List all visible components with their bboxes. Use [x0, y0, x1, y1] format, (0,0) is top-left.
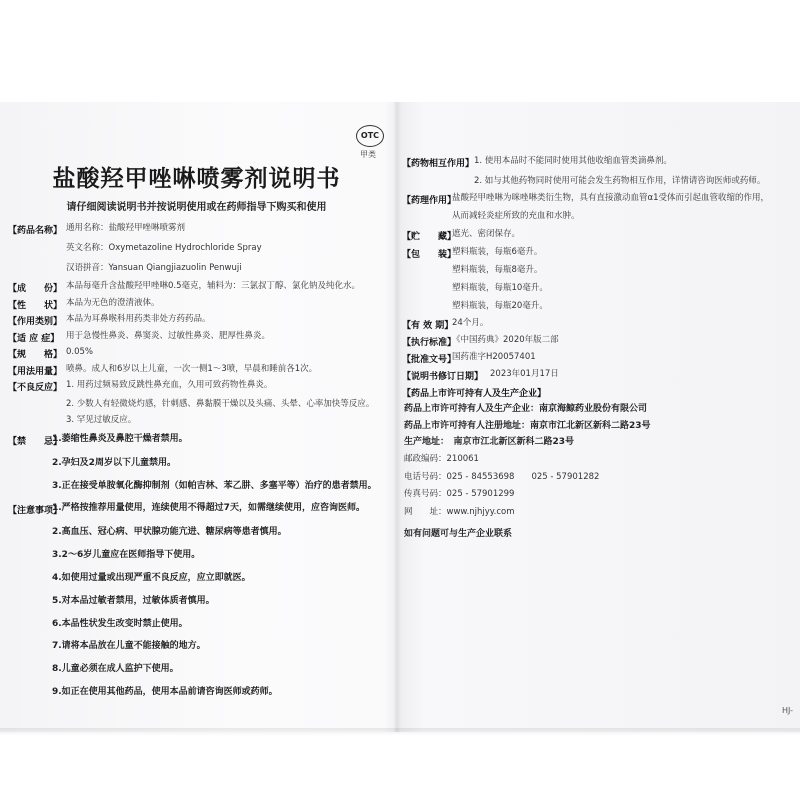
name-pinyin: 汉语拼音：Yansuan Qiangjiazuolin Penwuji: [66, 263, 242, 273]
document-subtitle: 请仔细阅读说明书并按说明使用或在药师指导下购买和使用: [66, 202, 327, 213]
interaction-item-2: 2. 如与其他药物同时使用可能会发生药物相互作用，详情请咨询医师或药师。: [474, 176, 766, 186]
spec-label: 【规 格】: [8, 350, 63, 360]
approval-label: 【批准文号】: [402, 355, 457, 365]
caution-item-8: 8.儿童必须在成人监护下使用。: [52, 664, 179, 674]
package-item-2: 塑料瓶装，每瓶8毫升。: [452, 265, 543, 275]
composition-text: 本品每毫升含盐酸羟甲唑啉0.5毫克，辅料为：三氯叔丁醇、氯化钠及纯化水。: [66, 281, 361, 291]
usage-label: 【用法用量】: [8, 367, 63, 377]
standard-text: 《中国药典》2020年版二部: [452, 335, 559, 345]
adverse-item-2: 2. 少数人有轻微烧灼感，针刺感、鼻黏膜干燥以及头痛、头晕、心率加快等反应。: [66, 399, 375, 409]
package-item-1: 塑料瓶装，每瓶6毫升。: [452, 247, 543, 257]
usage-text: 喷鼻。成人和6岁以上儿童，一次一侧1～3喷，早晨和睡前各1次。: [66, 364, 318, 374]
category-text: 本品为耳鼻喉科用药类非处方药药品。: [66, 314, 211, 324]
pharm-label: 【药理作用】: [402, 196, 457, 206]
caution-item-7: 7.请将本品放在儿童不能接触的地方。: [52, 641, 206, 651]
storage-text: 遮光、密闭保存。: [452, 229, 521, 239]
prod-address: 生产地址： 南京市江北新区新科二路23号: [404, 437, 575, 447]
caution-item-1: 1.严格按推荐用量使用，连续使用不得超过7天，如需继续使用，应咨询医师。: [52, 503, 365, 513]
postcode: 邮政编码：210061: [404, 454, 479, 464]
revision-label: 【说明书修订日期】: [402, 372, 484, 382]
pharm-line-1: 盐酸羟甲唑啉为咪唑啉类衍生物，具有直接激动血管α1受体而引起血管收缩的作用，: [452, 193, 770, 203]
name-generic: 通用名称：盐酸羟甲唑啉喷雾剂: [66, 223, 186, 233]
paper-shadow: [0, 728, 800, 736]
interaction-label: 【药物相互作用】: [402, 159, 475, 169]
contra-item-3: 3.正在接受单胺氧化酶抑制剂（如帕吉林、苯乙肼、多塞平等）治疗的患者禁用。: [52, 481, 377, 491]
package-item-4: 塑料瓶装，每瓶20毫升。: [452, 301, 548, 311]
caution-item-5: 5.对本品过敏者禁用，过敏体质者慎用。: [52, 596, 215, 606]
validity-label: 【有 效 期】: [402, 321, 454, 331]
standard-label: 【执行标准】: [402, 338, 457, 348]
leaflet-code: HJ-: [782, 706, 793, 715]
spec-text: 0.05%: [66, 347, 94, 357]
mah-label: 【药品上市许可持有人及生产企业】: [402, 389, 547, 399]
otc-class-label: 甲类: [360, 150, 376, 159]
adverse-item-3: 3. 罕见过敏反应。: [66, 415, 137, 425]
phone: 电话号码：025 - 84553698 025 - 57901282: [404, 472, 600, 482]
package-label: 【包 装】: [402, 250, 457, 260]
character-label: 【性 状】: [8, 301, 63, 311]
paper-fold: [393, 102, 401, 732]
package-item-3: 塑料瓶装，每瓶10毫升。: [452, 283, 548, 293]
contra-item-2: 2.孕妇及2周岁以下儿童禁用。: [52, 458, 176, 468]
storage-label: 【贮 藏】: [402, 232, 457, 242]
adverse-item-1: 1. 用药过频易致反跳性鼻充血，久用可致药物性鼻炎。: [66, 380, 273, 390]
mah-name: 药品上市许可持有人及生产企业：南京海鲸药业股份有限公司: [404, 404, 648, 414]
composition-label: 【成 份】: [8, 284, 63, 294]
interaction-item-1: 1. 使用本品时不能同时使用其他收缩血管类滴鼻剂。: [474, 156, 672, 166]
caution-label: 【注意事项】: [8, 506, 63, 516]
name-label: 【药品名称】: [8, 226, 63, 236]
name-english: 英文名称：Oxymetazoline Hydrochloride Spray: [66, 243, 262, 253]
contra-item-1: 1.萎缩性鼻炎及鼻腔干燥者禁用。: [52, 434, 188, 444]
caution-item-6: 6.本品性状发生改变时禁止使用。: [52, 619, 188, 629]
fax: 传真号码：025 - 57901299: [404, 489, 515, 499]
contra-label: 【禁 忌】: [8, 437, 63, 447]
reg-address: 药品上市许可持有人注册地址：南京市江北新区新科二路23号: [404, 421, 651, 431]
document-title: 盐酸羟甲唑啉喷雾剂说明书: [52, 166, 341, 192]
contact-note: 如有问题可与生产企业联系: [404, 529, 513, 539]
website: 网 址：www.njhjyy.com: [404, 507, 515, 517]
caution-item-2: 2.高血压、冠心病、甲状腺功能亢进、糖尿病等患者慎用。: [52, 527, 287, 537]
character-text: 本品为无色的澄清液体。: [66, 298, 160, 308]
validity-text: 24个月。: [452, 318, 489, 328]
caution-item-4: 4.如使用过量或出现严重不良反应，应立即就医。: [52, 573, 251, 583]
indication-text: 用于急慢性鼻炎、鼻窦炎、过敏性鼻炎、肥厚性鼻炎。: [66, 331, 271, 341]
adverse-label: 【不良反应】: [8, 383, 63, 393]
otc-badge: OTC: [356, 125, 384, 147]
caution-item-9: 9.如正在使用其他药品，使用本品前请咨询医师或药师。: [52, 687, 278, 697]
caution-item-3: 3.2～6岁儿童应在医师指导下使用。: [52, 550, 201, 560]
indication-label: 【适 应 症】: [8, 334, 60, 344]
pharm-line-2: 从而减轻炎症所致的充血和水肿。: [452, 211, 580, 221]
revision-text: 2023年01月17日: [490, 369, 559, 379]
approval-text: 国药准字H20057401: [452, 352, 536, 362]
category-label: 【作用类别】: [8, 317, 63, 327]
